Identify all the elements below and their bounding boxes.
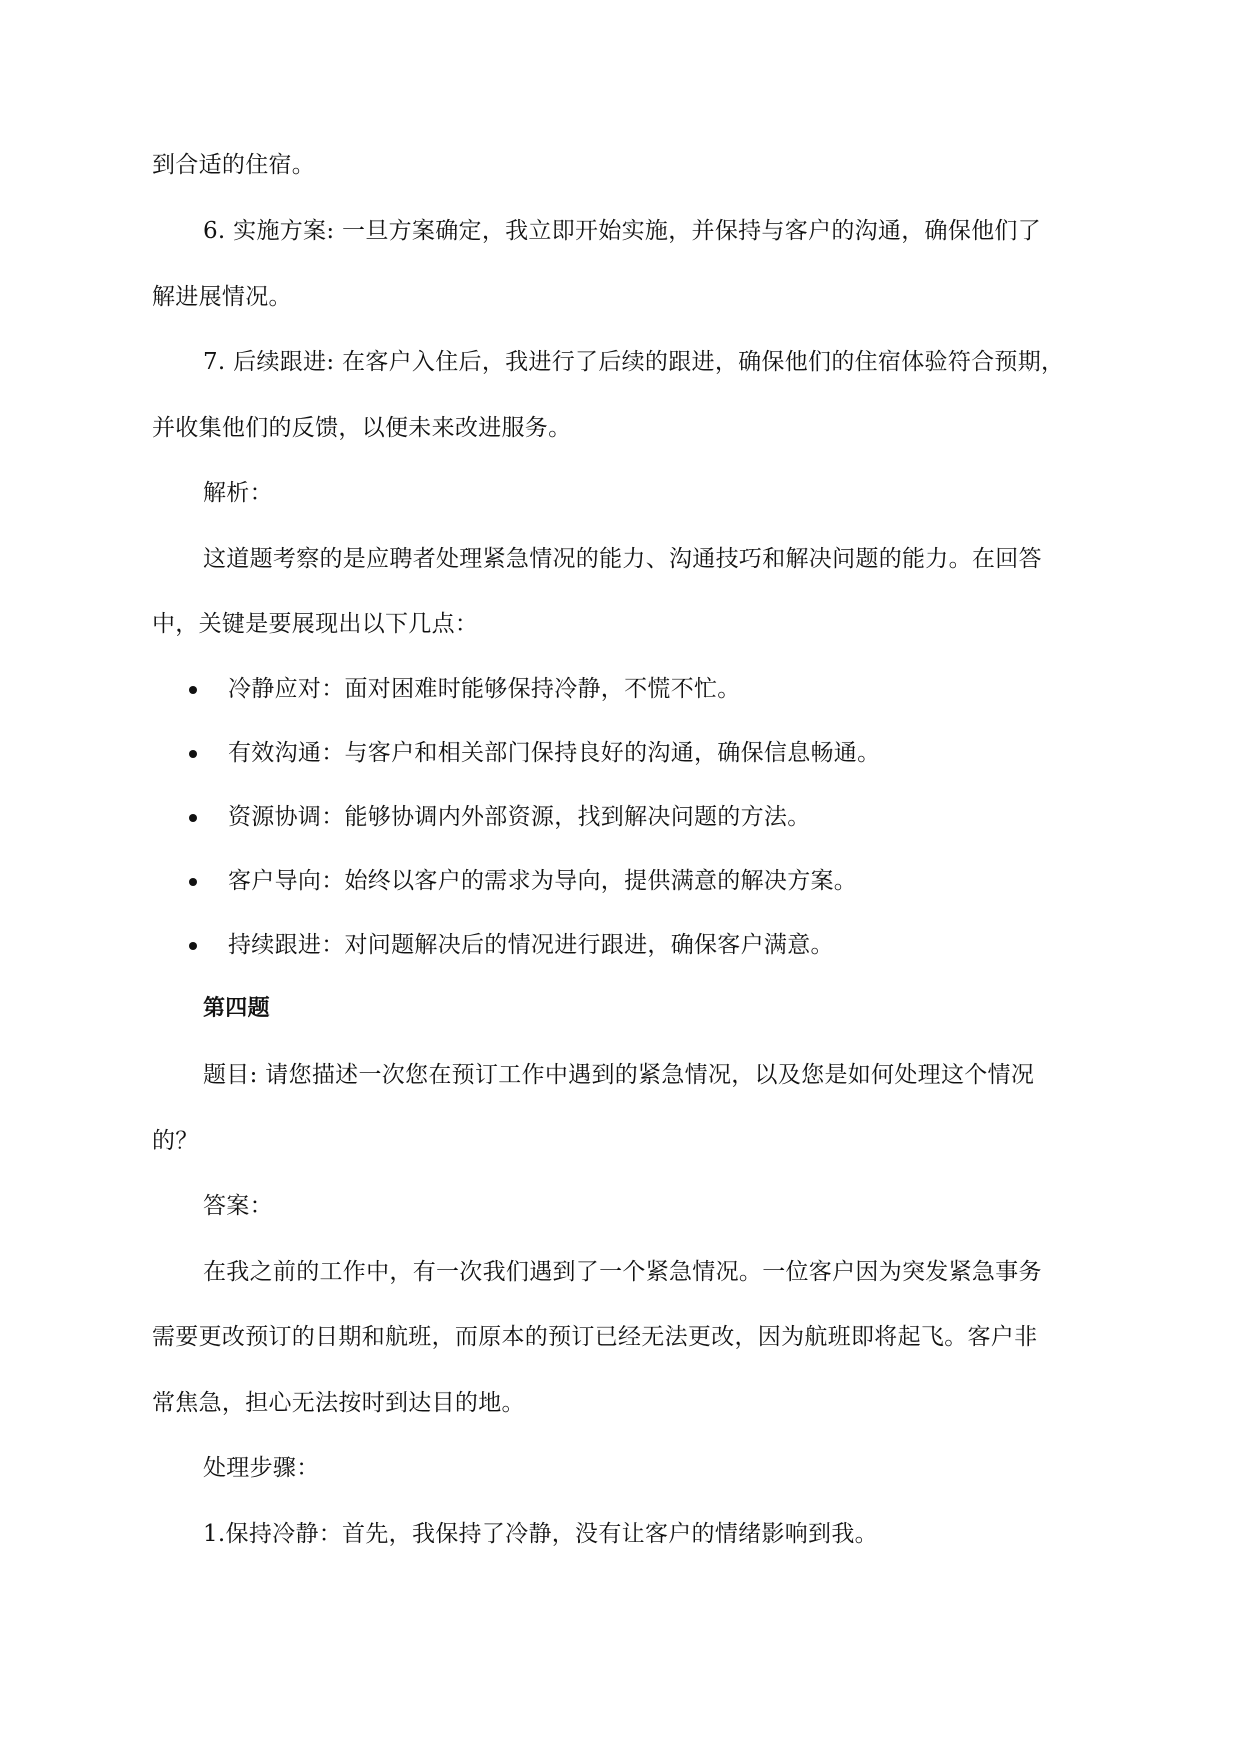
question-line: 题目: 请您描述一次您在预订工作中遇到的紧急情况，以及您是如何处理这个情况 bbox=[203, 1062, 1035, 1088]
step-1-line: 1.保持冷静：首先，我保持了冷静，没有让客户的情绪影响到我。 bbox=[203, 1521, 878, 1547]
analysis-label: 解析： bbox=[203, 480, 273, 506]
answer-paragraph-line: 常焦急，担心无法按时到达目的地。 bbox=[152, 1390, 525, 1416]
bullet-text: 持续跟进：对问题解决后的情况进行跟进，确保客户满意。 bbox=[228, 932, 834, 958]
bullet-text: 有效沟通：与客户和相关部门保持良好的沟通，确保信息畅通。 bbox=[228, 740, 881, 766]
steps-label: 处理步骤： bbox=[203, 1455, 320, 1481]
bullet-item bbox=[0, 930, 1241, 960]
bullet-item bbox=[0, 738, 1241, 768]
bullet-text: 冷静应对：面对困难时能够保持冷静，不慌不忙。 bbox=[228, 676, 741, 702]
step-6-line: 解进展情况。 bbox=[152, 284, 292, 310]
bullet-text: 客户导向：始终以客户的需求为导向，提供满意的解决方案。 bbox=[228, 868, 858, 894]
bullet-icon bbox=[189, 750, 197, 758]
bullet-icon bbox=[189, 942, 197, 950]
analysis-paragraph-line: 中，关键是要展现出以下几点： bbox=[152, 611, 479, 637]
bullet-icon bbox=[189, 878, 197, 886]
section-heading: 第四题 bbox=[203, 996, 270, 1021]
bullet-text: 资源协调：能够协调内外部资源，找到解决问题的方法。 bbox=[228, 804, 811, 830]
step-7-line: 并收集他们的反馈，以便未来改进服务。 bbox=[152, 415, 572, 441]
analysis-paragraph-line: 这道题考察的是应聘者处理紧急情况的能力、沟通技巧和解决问题的能力。在回答 bbox=[203, 546, 1042, 572]
step-7-line: 7. 后续跟进: 在客户入住后，我进行了后续的跟进，确保他们的住宿体验符合预期， bbox=[203, 349, 1065, 375]
answer-paragraph-line: 在我之前的工作中，有一次我们遇到了一个紧急情况。一位客户因为突发紧急事务 bbox=[203, 1259, 1042, 1285]
answer-paragraph-line: 需要更改预订的日期和航班，而原本的预订已经无法更改，因为航班即将起飞。客户非 bbox=[152, 1324, 1038, 1350]
bullet-item bbox=[0, 802, 1241, 832]
bullet-item bbox=[0, 674, 1241, 704]
question-line: 的？ bbox=[152, 1128, 199, 1154]
paragraph-line: 到合适的住宿。 bbox=[152, 152, 316, 178]
bullet-item bbox=[0, 866, 1241, 896]
bullet-icon bbox=[189, 814, 197, 822]
step-6-line: 6. 实施方案: 一旦方案确定，我立即开始实施，并保持与客户的沟通，确保他们了 bbox=[203, 218, 1042, 244]
answer-label: 答案： bbox=[203, 1193, 273, 1219]
bullet-icon bbox=[189, 686, 197, 694]
